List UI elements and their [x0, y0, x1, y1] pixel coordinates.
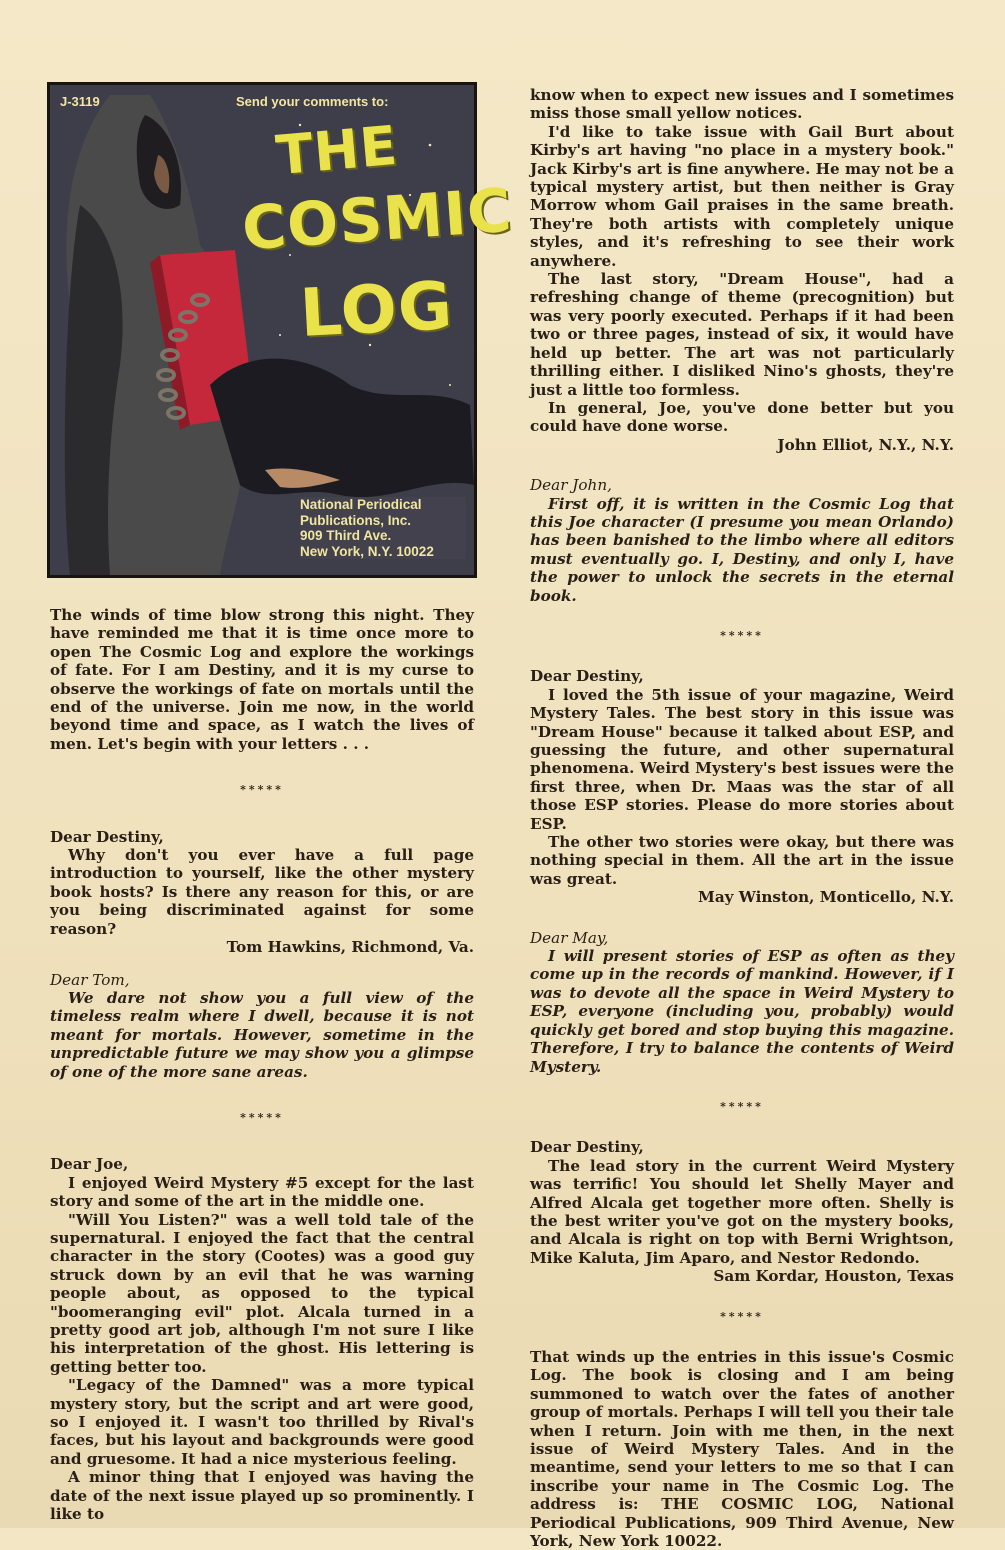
separator: *****: [240, 1110, 284, 1124]
letter-paragraph: The last story, "Dream House", had a refreshing change of theme (precognition) but was very poorly executed. Perhaps if it had been two or three pages, instead of six, it would have held up better. The art was not particularly thrilling either. I disliked Nino's ghosts, they're just a little too formless.: [530, 270, 954, 399]
letter-salutation: Dear Destiny,: [50, 827, 164, 846]
publisher-address: [300, 497, 466, 559]
letter-salutation: Dear Destiny,: [530, 667, 644, 686]
letter-paragraph: know when to expect new issues and I sometimes miss those small yellow notices.: [530, 86, 954, 123]
publisher-line: National Periodical: [300, 497, 422, 512]
intro-text: The winds of time blow strong this night. They have reminded me that it is time once more to open The Cosmic Log and explore the workings of fate. For I am Destiny, and it is my curse to observe the workings of fate on mortals until the end of the universe. Join me now, in the world beyond time and space, as I watch the lives of men. Let's begin with your letters . . .: [50, 606, 474, 753]
left-column: [50, 606, 474, 1523]
letter-paragraph: "Legacy of the Damned" was a more typical mystery story, but the script and art were good, so I enjoyed it. I wasn't too thrilled by Rival's faces, but his layout and backgrounds were good and gruesome. It had a nice mysterious feeling.: [50, 1376, 474, 1468]
letter-paragraph: I enjoyed Weird Mystery #5 except for the last story and some of the art in the middle one.: [50, 1173, 474, 1211]
letter-paragraph: I'd like to take issue with Gail Burt about Kirby's art having "no place in a mystery book." Jack Kirby's art is fine anywhere. He may not be a typical mystery artist, but then neither is Gray Morrow whom Gail praises in the same breath. They're both artists with completely unique styles, and it's refreshing to see their work anywhere.: [530, 122, 954, 270]
separator: *****: [720, 1099, 764, 1113]
publisher-line: 909 Third Ave.: [300, 528, 392, 543]
letter-body: The lead story in the current Weird Mystery was terrific! You should let Shelly Mayer and Alfred Alcala get together more often. Shelly is the best writer you've got on the mystery books, and Alcala is right on top with Berni Wrightson, Mike Kaluta, Jim Aparo, and Nestor Redondo.: [530, 1156, 954, 1267]
letter-paragraph: A minor thing that I enjoyed was having the date of the next issue played up so prominently. I like to: [50, 1468, 474, 1524]
logo-log: LOG: [298, 267, 455, 352]
letter-signature: Tom Hawkins, Richmond, Va.: [226, 938, 474, 957]
letter-paragraph: I loved the 5th issue of your magazine, Weird Mystery Tales. The best story in this issue was "Dream House" because it talked about ESP, and guessing the future, and other supernatural phenomena. Weird Mystery's best issues were the first three, when Dr. Maas was the star of all those ESP stories. Please do more stories about ESP.: [530, 685, 954, 833]
letter-signature: Sam Kordar, Houston, Texas: [713, 1267, 954, 1286]
send-comments-label: Send your comments to:: [236, 94, 389, 109]
separator: *****: [720, 1309, 764, 1323]
reply-salutation: Dear John,: [530, 476, 612, 495]
letter-signature: May Winston, Monticello, N.Y.: [698, 888, 954, 907]
reply-body: First off, it is written in the Cosmic Log that this Joe character (I presume you mean Orlando) has been banished to the limbo where all editors must eventually go. I, Destiny, and only I, have the power to unlock the secrets in the eternal book.: [530, 494, 954, 605]
cosmic-log-art-panel: [47, 82, 515, 578]
panel-code: J-3119: [60, 94, 100, 109]
closing-text: That winds up the entries in this issue's Cosmic Log. The book is closing and I am being summoned to watch over the fates of another group of mortals. Perhaps I will tell you their tale when I return. Join with me then, in the next issue of Weird Mystery Tales. And in the meantime, send your letters to me so that I can inscribe your name in The Cosmic Log. The address is: THE COSMIC LOG, National Periodical Publications, 909 Third Avenue, New York, New York 10022.: [530, 1347, 954, 1550]
letter-signature: John Elliot, N.Y., N.Y.: [777, 435, 954, 454]
reply-body: I will present stories of ESP as often as they come up in the records of mankind. However, if I was to devote all the space in Weird Mystery to ESP, everyone (including you, probably) would quickly get bored and stop buying this magazine. Therefore, I try to balance the contents of Weird Mystery.: [530, 947, 954, 1076]
publisher-line: New York, N.Y. 10022: [300, 543, 434, 559]
letter-paragraph: "Will You Listen?" was a well told tale of the supernatural. I enjoyed the fact that the central character in the story (Cootes) was a good guy struck down by an evil that he was warning people about, as opposed to the typical "boomeranging evil" plot. Alcala turned in a pretty good art job, although I'm not sure I like his interpretation of the ghost. His lettering is getting better too.: [50, 1210, 474, 1376]
letter-body: Why don't you ever have a full page introduction to yourself, like the other mystery book hosts? Is there any reason for this, or are you being discriminated against for some reason?: [50, 846, 474, 938]
letter-salutation: Dear Joe,: [50, 1155, 129, 1174]
publisher-line: Publications, Inc.: [300, 512, 412, 528]
separator: *****: [720, 628, 764, 642]
logo-cosmic: COSMIC: [239, 175, 515, 265]
letter-salutation: Dear Destiny,: [530, 1138, 644, 1157]
separator: *****: [240, 783, 284, 797]
reply-salutation: Dear May,: [530, 928, 609, 947]
reply-salutation: Dear Tom,: [50, 970, 130, 989]
logo-the: THE: [273, 113, 401, 188]
reply-body: We dare not show you a full view of the timeless realm where I dwell, because it is not meant for mortals. However, sometime in the unpredictable future we may show you a glimpse of one of the more sane areas.: [50, 988, 474, 1081]
right-column: [530, 86, 954, 1550]
letter-paragraph: In general, Joe, you've done better but you could have done worse.: [530, 398, 954, 436]
letter-paragraph: The other two stories were okay, but there was nothing special in them. All the art in the issue was great.: [530, 833, 954, 888]
